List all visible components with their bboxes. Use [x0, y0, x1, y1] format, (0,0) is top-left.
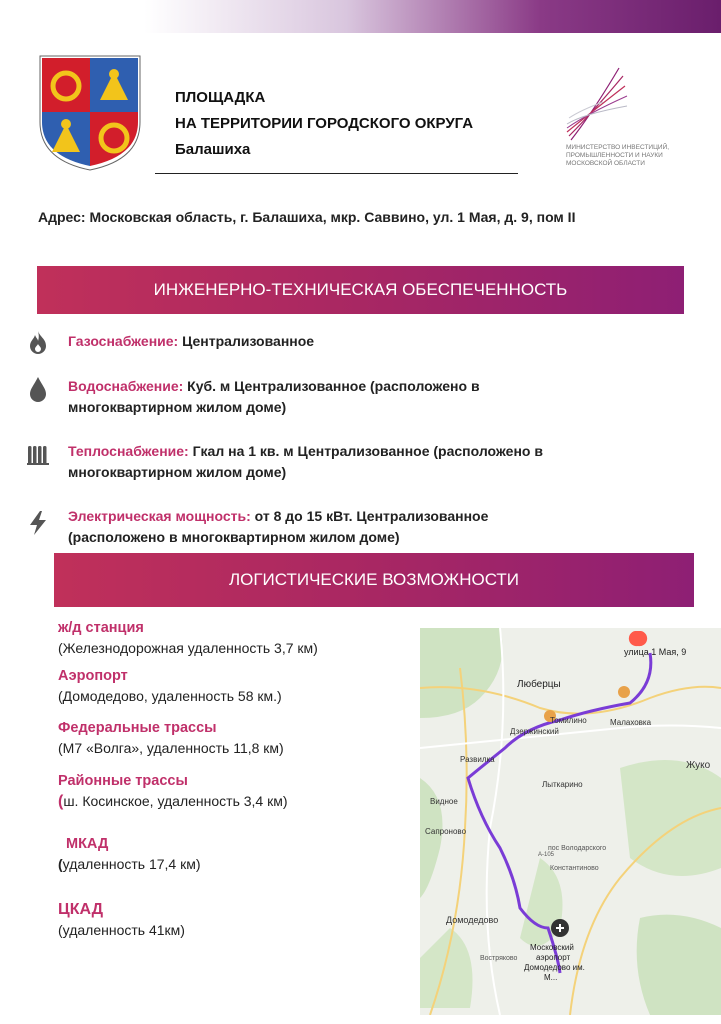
- power-label: Электрическая мощность:: [68, 508, 251, 524]
- map-label-vidnoe: Видное: [430, 797, 458, 806]
- power-value-line2: (расположено в многоквартирном жилом доме): [68, 529, 400, 545]
- logistics-detail-mkad-prefix: (: [58, 856, 63, 872]
- heat-supply-item: [68, 441, 543, 483]
- map-label-lytkarino: Лыткарино: [542, 780, 583, 789]
- logistics-item-district: [58, 771, 288, 812]
- map-label-konstantinovo: Константиново: [550, 865, 599, 872]
- map-label-airport-3: Домодедово им.: [524, 963, 585, 972]
- logistics-item-federal: [58, 718, 284, 758]
- water-drop-icon: [26, 376, 50, 402]
- map-label-airport-4: М...: [544, 973, 558, 982]
- section-banner-engineering: ИНЖЕНЕРНО-ТЕХНИЧЕСКАЯ ОБЕСПЕЧЕННОСТЬ: [37, 266, 684, 314]
- logistics-detail-rail: (Железнодорожная удаленность 3,7 км): [58, 640, 318, 656]
- map-label-zhuk: Жуко: [686, 760, 711, 771]
- gas-supply-value: Централизованное: [182, 333, 315, 349]
- logistics-heading-airport: Аэропорт: [58, 668, 128, 684]
- radiator-icon: [26, 442, 50, 468]
- logistics-item-rail: [58, 618, 318, 658]
- logistics-heading-district: Районные трассы: [58, 773, 188, 789]
- ministry-logo: [563, 62, 633, 152]
- logistics-heading-rail: ж/д станция: [58, 620, 144, 636]
- section-banner-logistics: ЛОГИСТИЧЕСКИЕ ВОЗМОЖНОСТИ: [54, 553, 694, 607]
- ministry-name: МИНИСТЕРСТВО ИНВЕСТИЦИЙ, ПРОМЫШЛЕННОСТИ И НАУКИ МОСКОВСКОЙ ОБЛАСТИ: [566, 144, 670, 167]
- map-label-domodedovo: Домодедово: [446, 915, 499, 925]
- logistics-heading-federal: Федеральные трассы: [58, 720, 217, 736]
- lightning-icon: [26, 510, 50, 536]
- heat-supply-label: Теплоснабжение:: [68, 443, 189, 459]
- map-label-airport-2: аэропорт: [536, 953, 571, 962]
- logistics-detail-district-prefix: (: [58, 793, 64, 810]
- map-label-tomilino: Томилино: [550, 716, 587, 725]
- logistics-heading-mkad: МКАД: [66, 836, 109, 852]
- gas-supply-label: Газоснабжение:: [68, 333, 179, 349]
- title-line-2: НА ТЕРРИТОРИИ ГОРОДСКОГО ОКРУГА: [175, 115, 474, 132]
- map-label-razvilka: Развилка: [460, 755, 495, 764]
- logistics-detail-mkad: удаленность 17,4 км): [62, 856, 201, 872]
- water-supply-label: Водоснабжение:: [68, 378, 184, 394]
- top-gradient-bar: [0, 0, 721, 33]
- map-label-road: А-105: [538, 852, 555, 858]
- gas-supply-item: [68, 331, 314, 352]
- logistics-detail-tskad: (удаленность 41км): [58, 922, 185, 938]
- route-map[interactable]: [420, 628, 721, 1015]
- route-map-canvas: [420, 628, 721, 1015]
- power-item: [68, 506, 488, 548]
- map-label-sapronovo: Сапроново: [425, 827, 467, 836]
- logistics-detail-airport: (Домодедово, удаленность 58 км.): [58, 688, 282, 704]
- title-underline: [155, 173, 518, 174]
- map-label-airport-1: Московский: [530, 943, 574, 952]
- page-title: [175, 85, 473, 163]
- logistics-detail-federal: (М7 «Волга», удаленность 11,8 км): [58, 740, 284, 756]
- map-label-malakhovka: Малаховка: [610, 718, 652, 727]
- power-value: от 8 до 15 кВт. Централизованное: [254, 508, 489, 524]
- water-supply-value: Куб. м Централизованное (расположено в: [187, 378, 480, 394]
- logistics-detail-district: ш. Косинское, удаленность 3,4 км): [63, 793, 288, 809]
- address-text: Адрес: Московская область, г. Балашиха, мкр. Саввино, ул. 1 Мая, д. 9, пом II: [38, 209, 576, 225]
- coat-of-arms-logo: [36, 52, 144, 172]
- map-label-volodarskogo: пос Володарского: [548, 845, 607, 852]
- logistics-heading-tskad: ЦКАД: [58, 901, 103, 918]
- title-line-3: Балашиха: [175, 141, 251, 158]
- flame-icon: [26, 330, 50, 356]
- map-label-street: улица 1 Мая, 9: [624, 647, 687, 657]
- water-supply-item: [68, 376, 480, 418]
- water-supply-value-line2: многоквартирном жилом доме): [68, 399, 287, 415]
- logistics-item-mkad: [58, 834, 201, 874]
- heat-supply-value-line2: многоквартирном жилом доме): [68, 464, 287, 480]
- logistics-item-tskad: [58, 900, 185, 940]
- map-label-dzerzhinsky: Дзержинский: [510, 727, 559, 736]
- map-label-lyubertsy: Люберцы: [517, 679, 561, 690]
- title-line-1: ПЛОЩАДКА: [175, 89, 266, 106]
- logistics-item-airport: [58, 666, 282, 706]
- heat-supply-value: Гкал на 1 кв. м Централизованное (расположено в: [192, 443, 543, 459]
- map-label-vostryakovo: Востряково: [480, 955, 518, 962]
